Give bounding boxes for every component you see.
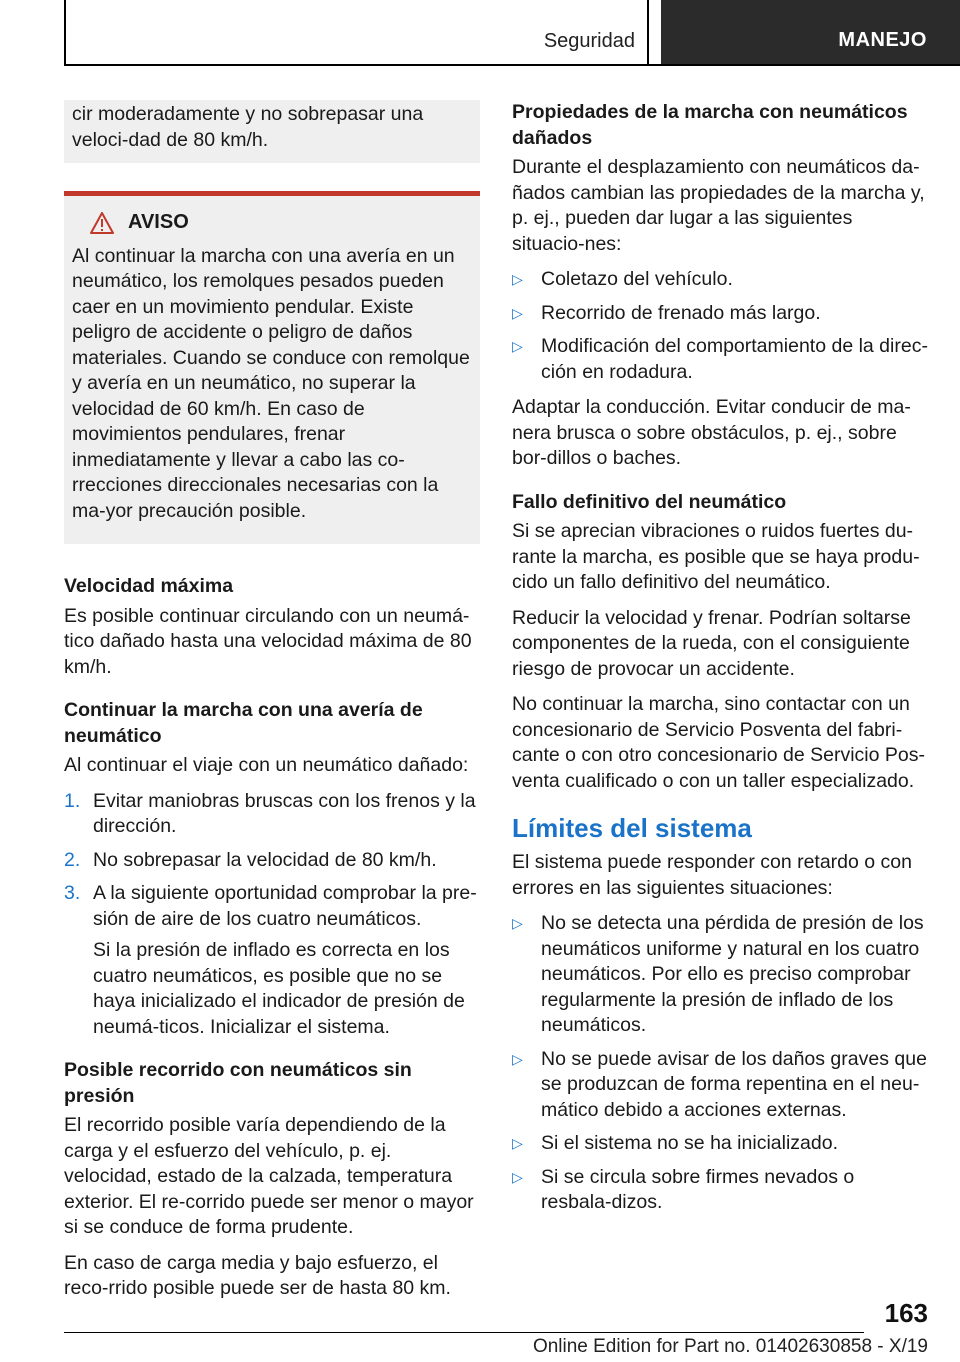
header-divider [647, 0, 649, 66]
triangle-bullet-icon: ▷ [512, 915, 523, 931]
step-subtext: Si la presión de inflado es correcta en los cuatro neumáticos, es posible que no se haya inicializado el indicador de presión de neumá‐ticos. Inicializar el sistema. [93, 939, 465, 1038]
list-item [512, 267, 928, 293]
page-number: 163 [884, 1298, 928, 1328]
item-text: Recorrido de frenado más largo. [541, 301, 821, 324]
item-text: No se detecta una pérdida de presión de los neumáticos uniforme y natural en los cuatro neumáticos. Por ello es preciso comprobar regularmente la presión de inflado de los neumáticos. [541, 912, 924, 1036]
failure-p1: Si se aprecian vibraciones o ruidos fuertes du‐rante la marcha, es posible que se haya produ‐cido un fallo definitivo del neumático. [512, 520, 920, 593]
limits-section [512, 812, 928, 1216]
continue-steps [64, 789, 480, 1041]
triangle-bullet-icon: ▷ [512, 1050, 523, 1067]
limits-list [512, 911, 928, 1216]
item-text: Modificación del comportamiento de la direc‐ción en rodadura. [541, 335, 928, 383]
header-left-rule [64, 0, 66, 66]
triangle-bullet-icon: ▷ [512, 338, 523, 354]
warning-header [72, 210, 472, 236]
item-text: Coletazo del vehículo. [541, 268, 733, 290]
list-item [64, 881, 480, 1040]
triangle-bullet-icon: ▷ [512, 304, 523, 321]
range-p1: El recorrido posible varía dependiendo de la carga y el esfuerzo del vehículo, p. ej. velocidad, estado de la calzada, temperatura exterior. El re‐corrido puede ser menor o mayor si se conduce de forma prudente. [64, 1114, 474, 1238]
range-section [64, 1058, 480, 1302]
step-text: Evitar maniobras bruscas con los frenos y la dirección. [93, 789, 476, 837]
failure-title: Fallo definitivo del neumático [512, 490, 787, 513]
step-content [93, 881, 480, 1040]
page-header [0, 0, 960, 66]
properties-title: Propiedades de la marcha con neumáticos dañados [512, 101, 908, 149]
continue-title: Continuar la marcha con una avería de neumático [64, 699, 423, 747]
list-item [512, 301, 928, 327]
list-item [64, 848, 480, 874]
chapter-label: MANEJO [838, 29, 927, 51]
step-number: 1. [64, 789, 81, 812]
step-text: No sobrepasar la velocidad de 80 km/h. [93, 848, 437, 871]
failure-p2: Reducir la velocidad y frenar. Podrían soltarse componentes de la rueda, con el consiguiente riesgo de provocar un accidente. [512, 606, 911, 680]
properties-list [512, 267, 928, 385]
list-item [64, 789, 480, 840]
properties-outro: Adaptar la conducción. Evitar conducir de ma‐nera brusca o sobre obstáculos, p. ej., sobre bor‐dillos o baches. [512, 396, 911, 469]
list-item [512, 334, 928, 385]
triangle-bullet-icon: ▷ [512, 271, 523, 287]
warning-triangle-icon [90, 212, 114, 234]
header-rule [64, 64, 960, 66]
continued-note [64, 100, 480, 163]
failure-section [512, 490, 928, 795]
max-speed-body: Es posible continuar circulando con un neumá‐tico dañado hasta una velocidad máxima de 80 km/h. [64, 604, 472, 678]
right-column [512, 100, 928, 1234]
limits-title: Límites del sistema [512, 813, 752, 843]
triangle-bullet-icon: ▷ [512, 1135, 523, 1151]
step-number: 2. [64, 848, 81, 871]
properties-intro: Durante el desplazamiento con neumáticos da‐ñados cambian las propiedades de la marcha y, p. ej., pueden dar lugar a las siguientes situacio‐nes: [512, 156, 925, 255]
left-column [64, 100, 480, 1320]
continued-text: cir moderadamente y no sobrepasar una veloci‐dad de 80 km/h. [72, 103, 424, 151]
continue-intro: Al continuar el viaje con un neumático dañado: [64, 754, 469, 776]
warning-title: AVISO [128, 211, 189, 233]
max-speed-section [64, 574, 480, 680]
failure-p3: No continuar la marcha, sino contactar con un concesionario de Servicio Posventa del fabri‐cante o con otro concesionario de Servicio Pos‐venta cualificado o con un taller especializado. [512, 693, 925, 792]
max-speed-title: Velocidad máxima [64, 575, 234, 597]
properties-section [512, 100, 928, 472]
list-item [512, 1165, 928, 1216]
limits-intro: El sistema puede responder con retardo o con errores en las siguientes situaciones: [512, 851, 912, 899]
chapter-tab [661, 0, 960, 64]
item-text: Si se circula sobre firmes nevados o resbala‐dizos. [541, 1165, 855, 1213]
list-item [512, 911, 928, 1039]
warning-box [64, 191, 480, 544]
list-item [512, 1131, 928, 1157]
list-item [512, 1047, 928, 1124]
range-title: Posible recorrido con neumáticos sin presión [64, 1059, 412, 1107]
warning-body: Al continuar la marcha con una avería en un neumático, los remolques pesados pueden caer en un movimiento pendular. Existe peligro de accidente o peligro de daños materiales. Cuando se conduce con remolque y avería en un neumático, no superar la velocidad de 60 km/h. En caso de movimientos pendulares, frenar inmediatamente y llevar a cabo las co‐rrecciones direccionales necesarias con la ma‐yor precaución posible. [72, 244, 470, 522]
footer-edition: Online Edition for Part no. 01402630858 - X/19 [532, 1336, 928, 1357]
item-text: Si el sistema no se ha inicializado. [541, 1132, 838, 1154]
step-number: 3. [64, 882, 81, 904]
range-p2: En caso de carga media y bajo esfuerzo, el reco‐rrido posible puede ser de hasta 80 km. [64, 1251, 451, 1299]
continue-section [64, 698, 480, 1040]
footer-rule [64, 1332, 864, 1333]
step-text: A la siguiente oportunidad comprobar la pre‐sión de aire de los cuatro neumáticos. [93, 882, 477, 930]
triangle-bullet-icon: ▷ [512, 1168, 523, 1185]
header-section: Seguridad [543, 30, 635, 52]
item-text: No se puede avisar de los daños graves que se produzcan de forma repentina en el neu‐mático debido a acciones externas. [541, 1047, 927, 1121]
